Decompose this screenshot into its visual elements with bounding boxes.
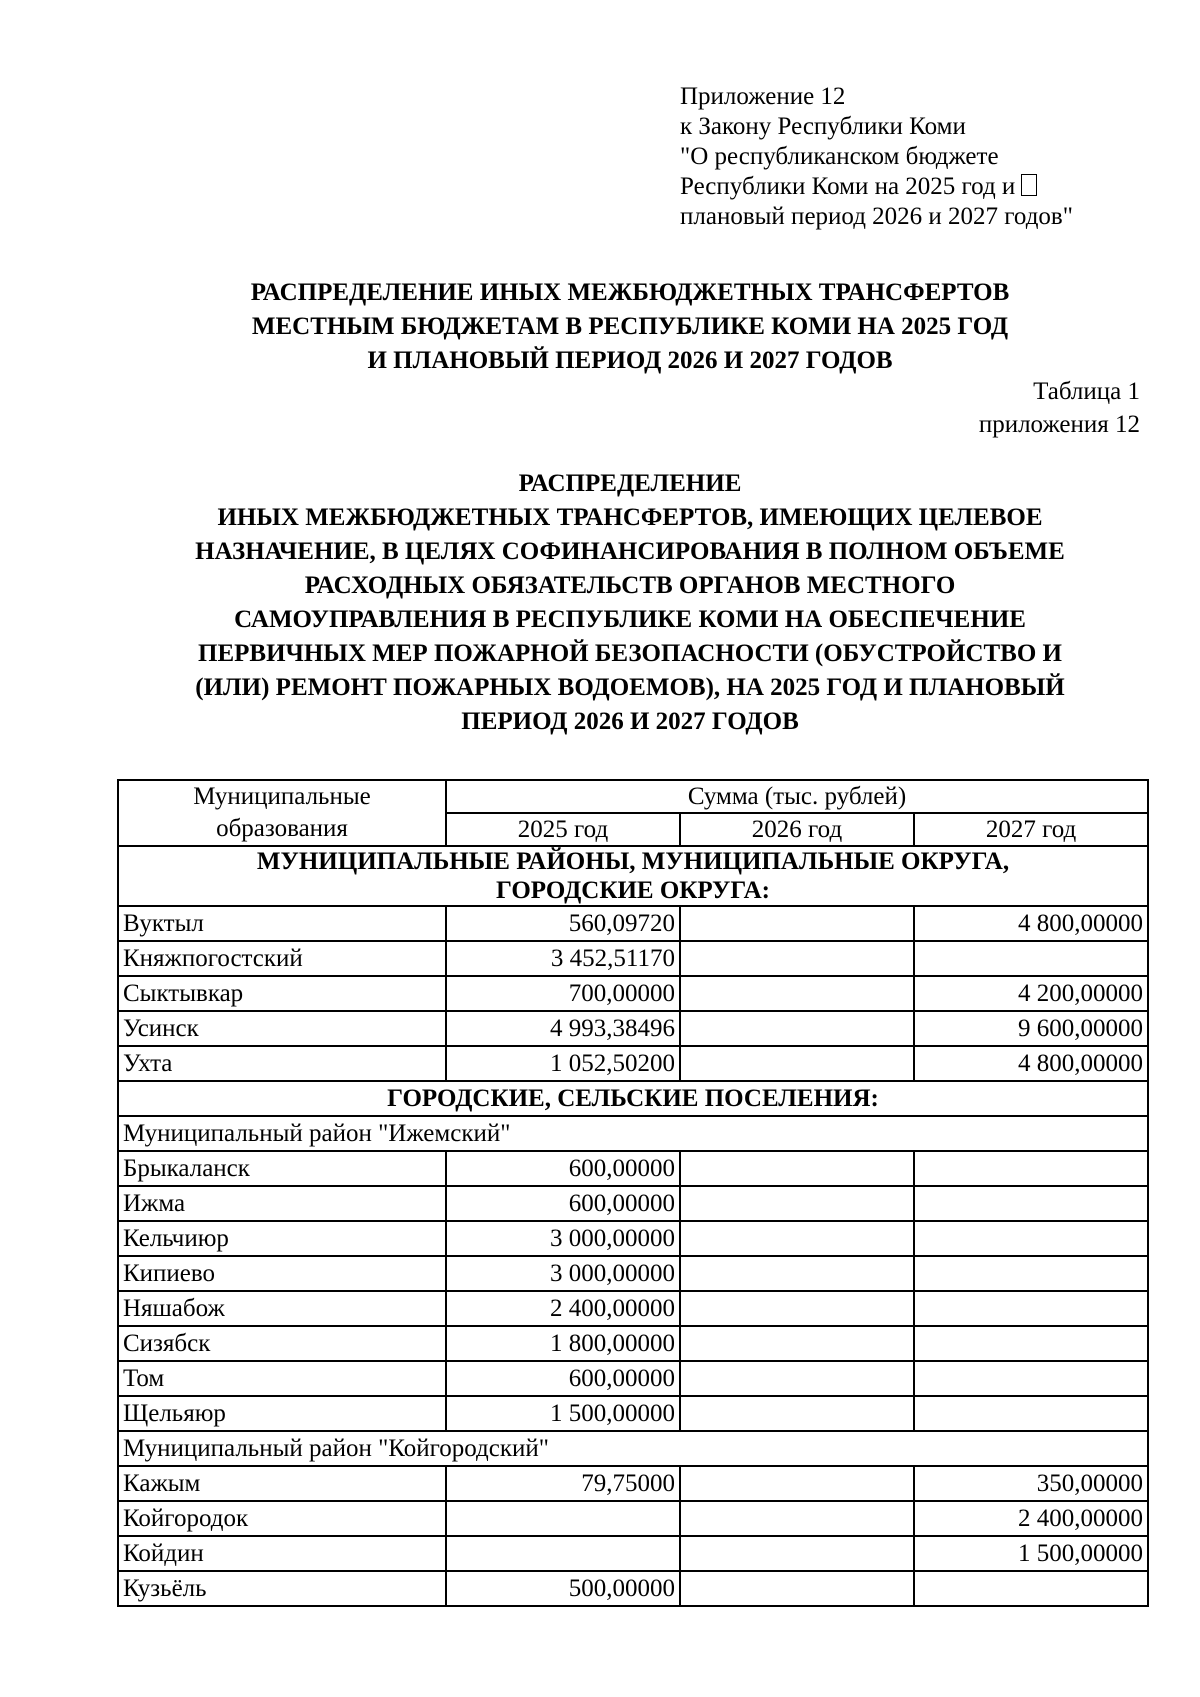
amount-2026 — [680, 1256, 914, 1291]
amount-2026 — [680, 1361, 914, 1396]
amount-2025: 600,00000 — [446, 1186, 680, 1221]
table-row — [118, 1291, 1148, 1326]
municipality-name: Кажым — [118, 1466, 446, 1501]
subtitle-line: НАЗНАЧЕНИЕ, В ЦЕЛЯХ СОФИНАНСИРОВАНИЯ В ПОЛНОМ ОБЪЕМЕ — [195, 538, 1065, 565]
column-header-2026: 2026 год — [680, 813, 914, 846]
municipality-name: Усинск — [118, 1011, 446, 1046]
section-header — [118, 1081, 1148, 1116]
appendix-line: Республики Коми на 2025 год и — [680, 173, 1016, 200]
subtitle-line: ПЕРВИЧНЫХ МЕР ПОЖАРНОЙ БЕЗОПАСНОСТИ (ОБУСТРОЙСТВО И — [198, 640, 1062, 667]
amount-2026 — [680, 1046, 914, 1081]
table-row — [118, 1221, 1148, 1256]
table-row — [118, 941, 1148, 976]
municipality-name: Вуктыл — [118, 906, 446, 941]
amount-2026 — [680, 976, 914, 1011]
amount-2027: 2 400,00000 — [914, 1501, 1148, 1536]
appendix-line: "О республиканском бюджете — [680, 143, 999, 170]
subtitle-line: САМОУПРАВЛЕНИЯ В РЕСПУБЛИКЕ КОМИ НА ОБЕСПЕЧЕНИЕ — [234, 606, 1026, 633]
amount-2027 — [914, 1361, 1148, 1396]
amount-2027 — [914, 1571, 1148, 1606]
table-row — [118, 1396, 1148, 1431]
group-name: Муниципальный район "Ижемский" — [118, 1116, 1148, 1151]
table-row — [118, 1256, 1148, 1291]
amount-2025: 500,00000 — [446, 1571, 680, 1606]
amount-2026 — [680, 1151, 914, 1186]
amount-2025: 3 452,51170 — [446, 941, 680, 976]
table-body — [118, 846, 1148, 1606]
section-header-row — [118, 1081, 1148, 1116]
table-title — [0, 467, 1200, 739]
amount-2026 — [680, 1501, 914, 1536]
section-header-line: МУНИЦИПАЛЬНЫЕ РАЙОНЫ, МУНИЦИПАЛЬНЫЕ ОКРУГА, — [256, 848, 1010, 875]
amount-2025: 1 800,00000 — [446, 1326, 680, 1361]
municipality-name: Сизябск — [118, 1326, 446, 1361]
amount-2025: 600,00000 — [446, 1151, 680, 1186]
column-header-2025: 2025 год — [446, 813, 680, 846]
municipality-name: Том — [118, 1361, 446, 1396]
missing-glyph-box-icon — [1021, 174, 1037, 196]
table-row — [118, 1151, 1148, 1186]
table-reference-line: приложения 12 — [978, 411, 1140, 438]
amount-2026 — [680, 1396, 914, 1431]
amount-2025: 700,00000 — [446, 976, 680, 1011]
amount-2026 — [680, 1466, 914, 1501]
table-reference-line: Таблица 1 — [1033, 378, 1140, 405]
section-header-row — [118, 846, 1148, 906]
amount-2025: 4 993,38496 — [446, 1011, 680, 1046]
subtitle-line: ИНЫХ МЕЖБЮДЖЕТНЫХ ТРАНСФЕРТОВ, ИМЕЮЩИХ ЦЕЛЕВОЕ — [217, 504, 1043, 531]
municipality-name: Брыкаланск — [118, 1151, 446, 1186]
amount-2027 — [914, 1186, 1148, 1221]
amount-2027: 1 500,00000 — [914, 1536, 1148, 1571]
table-row — [118, 1186, 1148, 1221]
municipality-name: Сыктывкар — [118, 976, 446, 1011]
amount-2027: 4 800,00000 — [914, 906, 1148, 941]
column-header-municipality — [118, 780, 446, 846]
amount-2027: 9 600,00000 — [914, 1011, 1148, 1046]
municipality-name: Кельчиюр — [118, 1221, 446, 1256]
amount-2025: 2 400,00000 — [446, 1291, 680, 1326]
table-row — [118, 1046, 1148, 1081]
amount-2027: 4 200,00000 — [914, 976, 1148, 1011]
amount-2025: 3 000,00000 — [446, 1221, 680, 1256]
appendix-line-with-box — [680, 172, 1073, 202]
table-header-row — [118, 780, 1148, 813]
amount-2025: 3 000,00000 — [446, 1256, 680, 1291]
amount-2025: 560,09720 — [446, 906, 680, 941]
amount-2027 — [914, 1151, 1148, 1186]
amount-2027: 4 800,00000 — [914, 1046, 1148, 1081]
document-title — [0, 276, 1200, 378]
amount-2026 — [680, 906, 914, 941]
table-row — [118, 1466, 1148, 1501]
subtitle-line: РАСПРЕДЕЛЕНИЕ — [518, 470, 742, 497]
municipality-name: Койгородок — [118, 1501, 446, 1536]
table-row — [118, 1326, 1148, 1361]
municipality-name: Кипиево — [118, 1256, 446, 1291]
amount-2025: 1 500,00000 — [446, 1396, 680, 1431]
table-row — [118, 1361, 1148, 1396]
municipality-name: Ухта — [118, 1046, 446, 1081]
municipality-name: Кузьёль — [118, 1571, 446, 1606]
transfers-table — [117, 779, 1149, 1607]
amount-2027 — [914, 941, 1148, 976]
amount-2025: 1 052,50200 — [446, 1046, 680, 1081]
group-row — [118, 1116, 1148, 1151]
amount-2027 — [914, 1291, 1148, 1326]
amount-2026 — [680, 1291, 914, 1326]
amount-2026 — [680, 1221, 914, 1256]
amount-2025 — [446, 1501, 680, 1536]
amount-2027 — [914, 1326, 1148, 1361]
amount-2027: 350,00000 — [914, 1466, 1148, 1501]
amount-2026 — [680, 1536, 914, 1571]
municipality-name: Койдин — [118, 1536, 446, 1571]
amount-2026 — [680, 941, 914, 976]
group-name: Муниципальный район "Койгородский" — [118, 1431, 1148, 1466]
table-row — [118, 1501, 1148, 1536]
title-line: И ПЛАНОВЫЙ ПЕРИОД 2026 И 2027 ГОДОВ — [367, 347, 893, 374]
column-header-2027: 2027 год — [914, 813, 1148, 846]
appendix-line: плановый период 2026 и 2027 годов" — [680, 203, 1073, 230]
amount-2026 — [680, 1326, 914, 1361]
table-reference — [979, 375, 1140, 441]
amount-2025 — [446, 1536, 680, 1571]
header-text: образования — [216, 815, 348, 842]
title-line: РАСПРЕДЕЛЕНИЕ ИНЫХ МЕЖБЮДЖЕТНЫХ ТРАНСФЕРТОВ — [250, 279, 1010, 306]
subtitle-line: (ИЛИ) РЕМОНТ ПОЖАРНЫХ ВОДОЕМОВ), НА 2025 ГОД И ПЛАНОВЫЙ — [195, 674, 1065, 701]
section-header — [118, 846, 1148, 906]
subtitle-line: РАСХОДНЫХ ОБЯЗАТЕЛЬСТВ ОРГАНОВ МЕСТНОГО — [304, 572, 956, 599]
municipality-name: Княжпогостский — [118, 941, 446, 976]
title-line: МЕСТНЫМ БЮДЖЕТАМ В РЕСПУБЛИКЕ КОМИ НА 2025 ГОД — [251, 313, 1009, 340]
header-text: Муниципальные — [193, 783, 371, 810]
section-header-line: ГОРОДСКИЕ ОКРУГА: — [496, 877, 770, 904]
municipality-name: Щельяюр — [118, 1396, 446, 1431]
section-header-line: ГОРОДСКИЕ, СЕЛЬСКИЕ ПОСЕЛЕНИЯ: — [387, 1085, 879, 1112]
municipality-name: Няшабож — [118, 1291, 446, 1326]
table-row — [118, 906, 1148, 941]
table-row — [118, 976, 1148, 1011]
amount-2025: 79,75000 — [446, 1466, 680, 1501]
table-row — [118, 1571, 1148, 1606]
table-row — [118, 1011, 1148, 1046]
amount-2027 — [914, 1221, 1148, 1256]
appendix-note — [680, 82, 1073, 232]
group-row — [118, 1431, 1148, 1466]
appendix-line: к Закону Республики Коми — [680, 113, 966, 140]
amount-2027 — [914, 1396, 1148, 1431]
amount-2026 — [680, 1186, 914, 1221]
table-row — [118, 1536, 1148, 1571]
amount-2026 — [680, 1571, 914, 1606]
amount-2025: 600,00000 — [446, 1361, 680, 1396]
column-header-sum: Сумма (тыс. рублей) — [446, 780, 1148, 813]
subtitle-line: ПЕРИОД 2026 И 2027 ГОДОВ — [461, 708, 799, 735]
appendix-line: Приложение 12 — [680, 83, 846, 110]
municipality-name: Ижма — [118, 1186, 446, 1221]
amount-2026 — [680, 1011, 914, 1046]
amount-2027 — [914, 1256, 1148, 1291]
